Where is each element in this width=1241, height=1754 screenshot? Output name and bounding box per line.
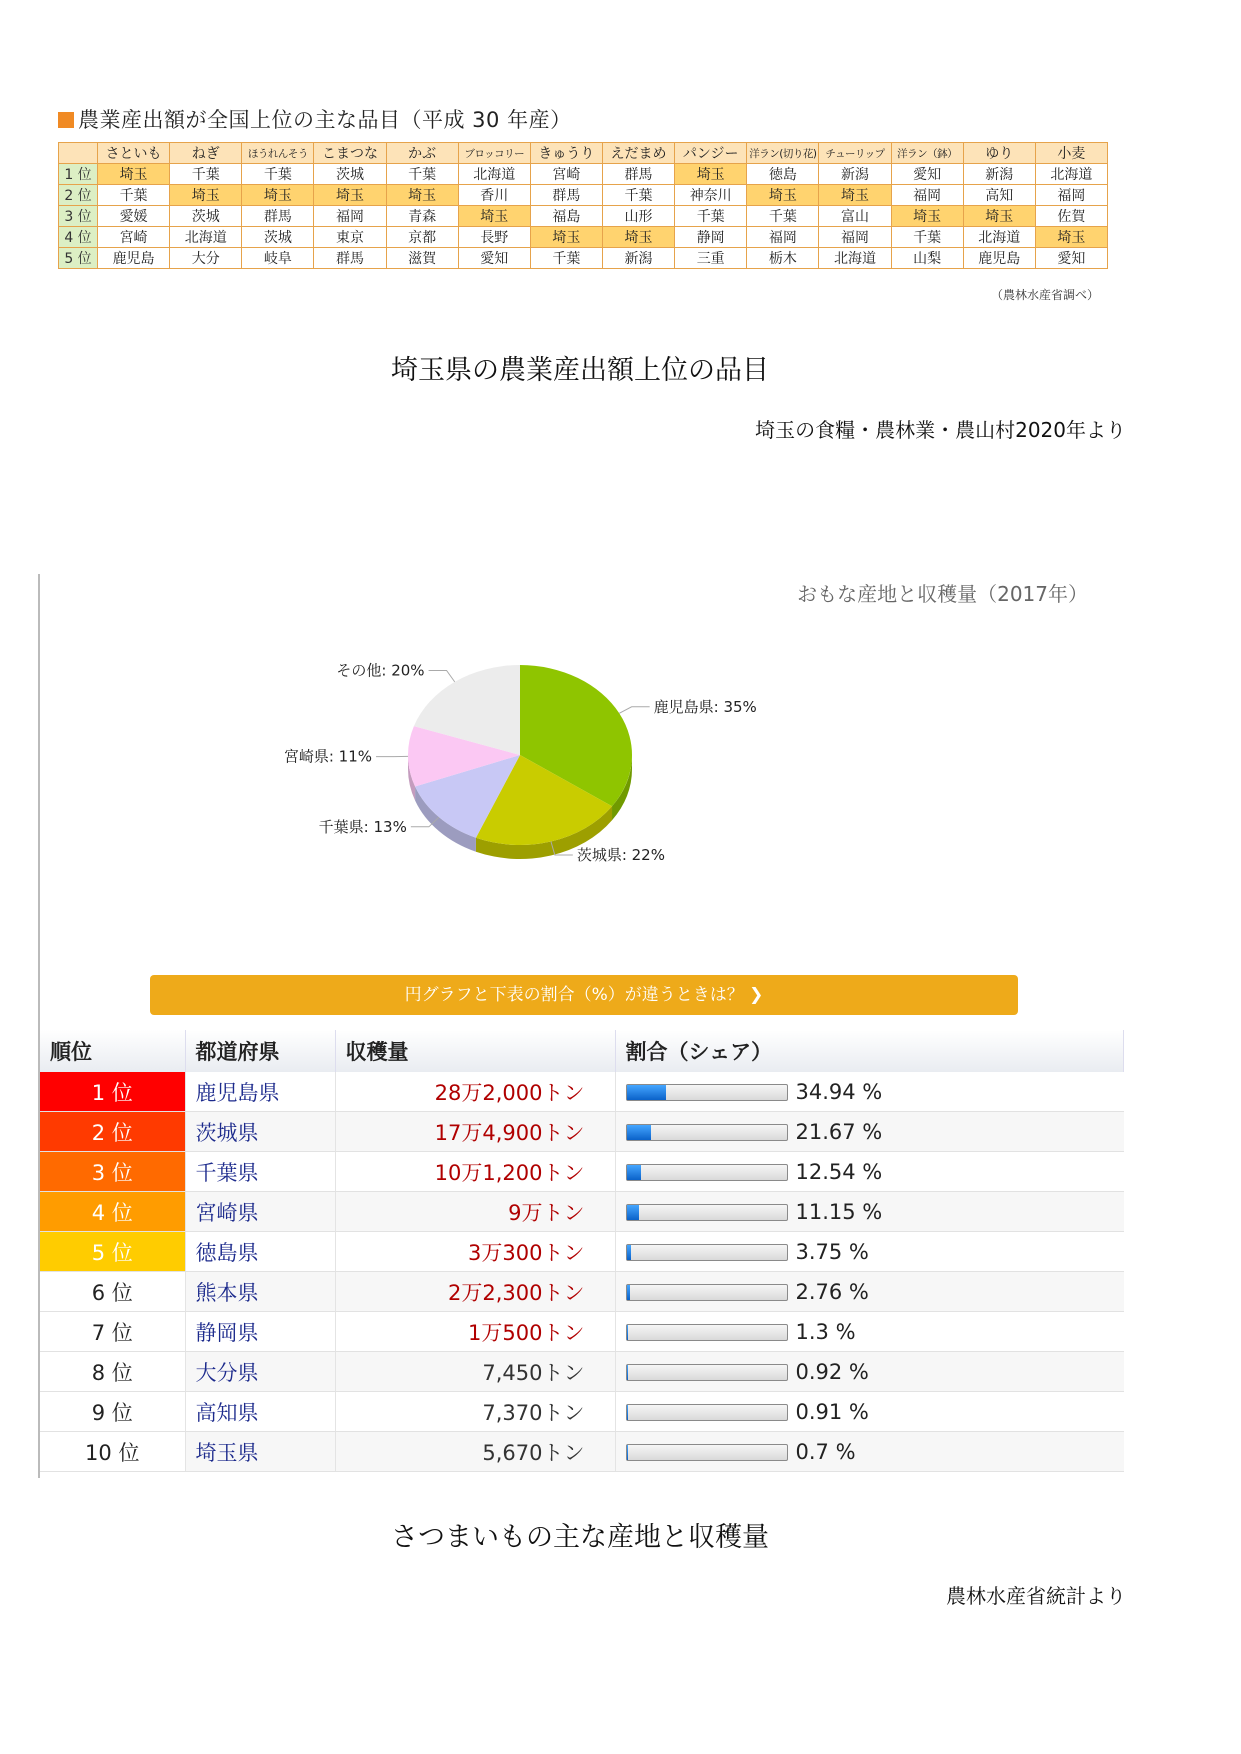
header-harvest: 収穫量 <box>335 1030 615 1072</box>
table1-cell: 埼玉 <box>891 206 963 227</box>
table1-cell: 愛媛 <box>98 206 170 227</box>
table1-cell: 山形 <box>602 206 674 227</box>
table1-cell: 群馬 <box>602 164 674 185</box>
table1-header-cell: 小麦 <box>1035 143 1107 164</box>
table1-cell: 長野 <box>458 227 530 248</box>
share-percent: 34.94 % <box>795 1080 883 1104</box>
prefecture-link[interactable]: 徳島県 <box>185 1232 335 1272</box>
table1-row <box>59 248 1108 269</box>
share-percent: 0.92 % <box>795 1360 869 1384</box>
harvest-cell: 17万4,900トン <box>335 1112 615 1152</box>
pie-leader-line <box>619 707 649 713</box>
pie-label: 宮崎県: 11% <box>283 747 373 766</box>
ranking-header-row <box>40 1030 1124 1072</box>
table1-header-cell: きゅうり <box>530 143 602 164</box>
harvest-cell: 7,450トン <box>335 1352 615 1392</box>
ranking-body <box>40 1072 1124 1472</box>
share-percent: 21.67 % <box>795 1120 883 1144</box>
pie-label: 鹿児島県: 35% <box>653 697 757 716</box>
share-cell <box>615 1432 1124 1472</box>
table1-cell: 香川 <box>458 185 530 206</box>
share-cell <box>615 1392 1124 1432</box>
prefecture-link[interactable]: 大分県 <box>185 1352 335 1392</box>
source-saitama-2020: 埼玉の食糧・農林業・農山村2020年より <box>755 418 1126 442</box>
share-cell <box>615 1112 1124 1152</box>
table1-cell: 福岡 <box>1035 185 1107 206</box>
table1-cell: 千葉 <box>386 164 458 185</box>
rank-cell: 9 位 <box>40 1392 185 1432</box>
table1-header-cell: 洋ラン（鉢） <box>891 143 963 164</box>
table1-rank-cell: 3 位 <box>59 206 98 227</box>
table1-cell: 宮崎 <box>530 164 602 185</box>
harvest-cell: 1万500トン <box>335 1312 615 1352</box>
table1-cell: 埼玉 <box>458 206 530 227</box>
caption-sweetpotato: さつまいもの主な産地と収穫量 <box>391 1522 769 1553</box>
pie-chart <box>283 640 900 930</box>
table1-cell: 静岡 <box>675 227 747 248</box>
prefecture-link[interactable]: 茨城県 <box>185 1112 335 1152</box>
table1-cell: 千葉 <box>747 206 819 227</box>
table1-cell: 埼玉 <box>386 185 458 206</box>
table1-cell: 富山 <box>819 206 891 227</box>
header-rank: 順位 <box>40 1030 185 1072</box>
table1-cell: 神奈川 <box>675 185 747 206</box>
prefecture-link[interactable]: 熊本県 <box>185 1272 335 1312</box>
table1-cell: 鹿児島 <box>963 248 1035 269</box>
table1-row <box>59 206 1108 227</box>
table1-cell: 埼玉 <box>819 185 891 206</box>
table1-row <box>59 164 1108 185</box>
table1-cell: 千葉 <box>98 185 170 206</box>
table1-cell: 青森 <box>386 206 458 227</box>
crop-ranking-table <box>58 142 1108 269</box>
share-cell <box>615 1152 1124 1192</box>
table1-header-cell: ゆり <box>963 143 1035 164</box>
table1-cell: 千葉 <box>242 164 314 185</box>
table1-header-cell: こまつな <box>314 143 386 164</box>
share-bar <box>626 1204 788 1221</box>
share-bar <box>626 1364 788 1381</box>
source-maff-stats: 農林水産省統計より <box>946 1584 1126 1608</box>
harvest-cell: 5,670トン <box>335 1432 615 1472</box>
rank-cell: 6 位 <box>40 1272 185 1312</box>
table1-cell: 埼玉 <box>530 227 602 248</box>
table1-cell: 群馬 <box>530 185 602 206</box>
harvest-cell: 2万2,300トン <box>335 1272 615 1312</box>
table1-cell: 大分 <box>170 248 242 269</box>
prefecture-link[interactable]: 鹿児島県 <box>185 1072 335 1112</box>
table1-rank-cell: 1 位 <box>59 164 98 185</box>
share-bar <box>626 1084 788 1101</box>
table1-cell: 愛知 <box>891 164 963 185</box>
ranking-row <box>40 1192 1124 1232</box>
table1-cell: 新潟 <box>819 164 891 185</box>
share-percent: 11.15 % <box>795 1200 883 1224</box>
rank-cell: 1 位 <box>40 1072 185 1112</box>
table1-cell: 山梨 <box>891 248 963 269</box>
table1-cell: 千葉 <box>602 185 674 206</box>
share-percent: 3.75 % <box>795 1240 869 1264</box>
pie-label: 茨城県: 22% <box>576 845 665 864</box>
table1-header-cell: かぶ <box>386 143 458 164</box>
share-percent: 1.3 % <box>795 1320 856 1344</box>
table1-source: （農林水産省調べ） <box>991 288 1100 302</box>
table1-row <box>59 227 1108 248</box>
share-bar <box>626 1284 788 1301</box>
share-bar-fill <box>627 1365 628 1380</box>
ranking-row <box>40 1232 1124 1272</box>
prefecture-link[interactable]: 高知県 <box>185 1392 335 1432</box>
table1-cell: 鹿児島 <box>98 248 170 269</box>
table1-cell: 高知 <box>963 185 1035 206</box>
table1-cell: 千葉 <box>530 248 602 269</box>
pie-vs-table-faq-toggle[interactable]: 円グラフと下表の割合（%）が違うときは？ ❯ <box>150 975 1018 1015</box>
table1-cell: 千葉 <box>170 164 242 185</box>
ranking-row <box>40 1112 1124 1152</box>
table1-cell: 京都 <box>386 227 458 248</box>
table1-header-cell: ブロッコリー <box>458 143 530 164</box>
share-bar <box>626 1324 788 1341</box>
rank-cell: 5 位 <box>40 1232 185 1272</box>
share-bar-fill <box>627 1205 639 1220</box>
table1-header-cell: パンジー <box>675 143 747 164</box>
table1-cell: 群馬 <box>314 248 386 269</box>
share-bar-fill <box>627 1405 628 1420</box>
table1-header-cell: さといも <box>98 143 170 164</box>
table1-cell: 福岡 <box>819 227 891 248</box>
share-bar-fill <box>627 1125 651 1140</box>
share-percent: 0.91 % <box>795 1400 869 1424</box>
table1-cell: 千葉 <box>891 227 963 248</box>
share-cell <box>615 1352 1124 1392</box>
prefecture-link[interactable]: 埼玉県 <box>185 1432 335 1472</box>
share-bar <box>626 1444 788 1461</box>
ranking-row <box>40 1392 1124 1432</box>
table1-title-text: 農業産出額が全国上位の主な品目（平成 30 年産） <box>78 108 572 132</box>
table1-cell: 宮崎 <box>98 227 170 248</box>
table1-cell: 埼玉 <box>170 185 242 206</box>
table1-cell: 埼玉 <box>675 164 747 185</box>
table1-cell: 埼玉 <box>98 164 170 185</box>
table1-header-cell: ねぎ <box>170 143 242 164</box>
harvest-cell: 7,370トン <box>335 1392 615 1432</box>
table1-cell: 岐阜 <box>242 248 314 269</box>
table1-cell: 埼玉 <box>1035 227 1107 248</box>
share-cell <box>615 1232 1124 1272</box>
table1-cell: 愛知 <box>1035 248 1107 269</box>
share-bar-fill <box>627 1325 628 1340</box>
share-percent: 0.7 % <box>795 1440 856 1464</box>
table1-cell: 群馬 <box>242 206 314 227</box>
table1-cell: 福岡 <box>314 206 386 227</box>
share-percent: 12.54 % <box>795 1160 883 1184</box>
table1-header-cell: チューリップ <box>819 143 891 164</box>
table1-cell: 茨城 <box>170 206 242 227</box>
table1-cell: 北海道 <box>1035 164 1107 185</box>
share-bar <box>626 1404 788 1421</box>
table1-cell: 佐賀 <box>1035 206 1107 227</box>
share-cell <box>615 1072 1124 1112</box>
rank-cell: 8 位 <box>40 1352 185 1392</box>
rank-cell: 2 位 <box>40 1112 185 1152</box>
table1-title <box>58 104 572 134</box>
ranking-row <box>40 1352 1124 1392</box>
share-bar <box>626 1164 788 1181</box>
table1-cell: 北海道 <box>170 227 242 248</box>
table1-body <box>59 164 1108 269</box>
table1-cell: 福島 <box>530 206 602 227</box>
table1-cell: 埼玉 <box>747 185 819 206</box>
share-percent: 2.76 % <box>795 1280 869 1304</box>
table1-row <box>59 185 1108 206</box>
prefecture-link[interactable]: 千葉県 <box>185 1152 335 1192</box>
table1-rank-cell: 2 位 <box>59 185 98 206</box>
pie-leader-line <box>429 670 455 681</box>
table1-cell: 埼玉 <box>602 227 674 248</box>
rank-cell: 3 位 <box>40 1152 185 1192</box>
table1-cell: 茨城 <box>242 227 314 248</box>
table1-cell: 北海道 <box>819 248 891 269</box>
table1-cell: 埼玉 <box>314 185 386 206</box>
table1-cell: 埼玉 <box>242 185 314 206</box>
pie-label: その他: 20% <box>336 661 425 680</box>
ranking-row <box>40 1432 1124 1472</box>
prefecture-link[interactable]: 宮崎県 <box>185 1192 335 1232</box>
table1-rank-cell: 5 位 <box>59 248 98 269</box>
share-bar-fill <box>627 1285 630 1300</box>
table1-cell: 新潟 <box>602 248 674 269</box>
table1-header-cell: 洋ラン(切り花) <box>747 143 819 164</box>
table1-corner-cell <box>59 143 98 164</box>
table1-rank-cell: 4 位 <box>59 227 98 248</box>
table1-header-cell: えだまめ <box>602 143 674 164</box>
table1-cell: 北海道 <box>458 164 530 185</box>
rank-cell: 4 位 <box>40 1192 185 1232</box>
header-prefecture: 都道府県 <box>185 1030 335 1072</box>
table1-cell: 茨城 <box>314 164 386 185</box>
header-share: 割合（シェア） <box>615 1030 1124 1072</box>
table1-cell: 福岡 <box>891 185 963 206</box>
table1-cell: 滋賀 <box>386 248 458 269</box>
share-bar-fill <box>627 1445 628 1460</box>
table1-cell: 愛知 <box>458 248 530 269</box>
chart-title: おもな産地と収穫量（2017年） <box>797 582 1088 606</box>
share-bar <box>626 1124 788 1141</box>
share-bar-fill <box>627 1245 631 1260</box>
ranking-row <box>40 1312 1124 1352</box>
share-bar-fill <box>627 1165 641 1180</box>
orange-square-icon <box>58 112 74 128</box>
ranking-row <box>40 1152 1124 1192</box>
table1-cell: 東京 <box>314 227 386 248</box>
table1-cell: 福岡 <box>747 227 819 248</box>
share-bar-fill <box>627 1085 666 1100</box>
caption-saitama-products: 埼玉県の農業産出額上位の品目 <box>391 355 769 386</box>
table1-cell: 三重 <box>675 248 747 269</box>
ranking-row <box>40 1272 1124 1312</box>
share-cell <box>615 1312 1124 1352</box>
rank-cell: 7 位 <box>40 1312 185 1352</box>
harvest-cell: 28万2,000トン <box>335 1072 615 1112</box>
table1-header-cell: ほうれんそう <box>242 143 314 164</box>
table1-header-row <box>59 143 1108 164</box>
table1-cell: 徳島 <box>747 164 819 185</box>
table1-cell: 北海道 <box>963 227 1035 248</box>
table1-cell: 埼玉 <box>963 206 1035 227</box>
table1-cell: 栃木 <box>747 248 819 269</box>
pie-label: 千葉県: 13% <box>318 817 407 836</box>
harvest-cell: 9万トン <box>335 1192 615 1232</box>
share-bar <box>626 1244 788 1261</box>
harvest-cell: 10万1,200トン <box>335 1152 615 1192</box>
table1-cell: 千葉 <box>675 206 747 227</box>
prefecture-link[interactable]: 静岡県 <box>185 1312 335 1352</box>
share-cell <box>615 1192 1124 1232</box>
ranking-row <box>40 1072 1124 1112</box>
rank-cell: 10 位 <box>40 1432 185 1472</box>
harvest-cell: 3万300トン <box>335 1232 615 1272</box>
table1-cell: 新潟 <box>963 164 1035 185</box>
share-cell <box>615 1272 1124 1312</box>
sweetpotato-ranking-table <box>40 1030 1124 1472</box>
